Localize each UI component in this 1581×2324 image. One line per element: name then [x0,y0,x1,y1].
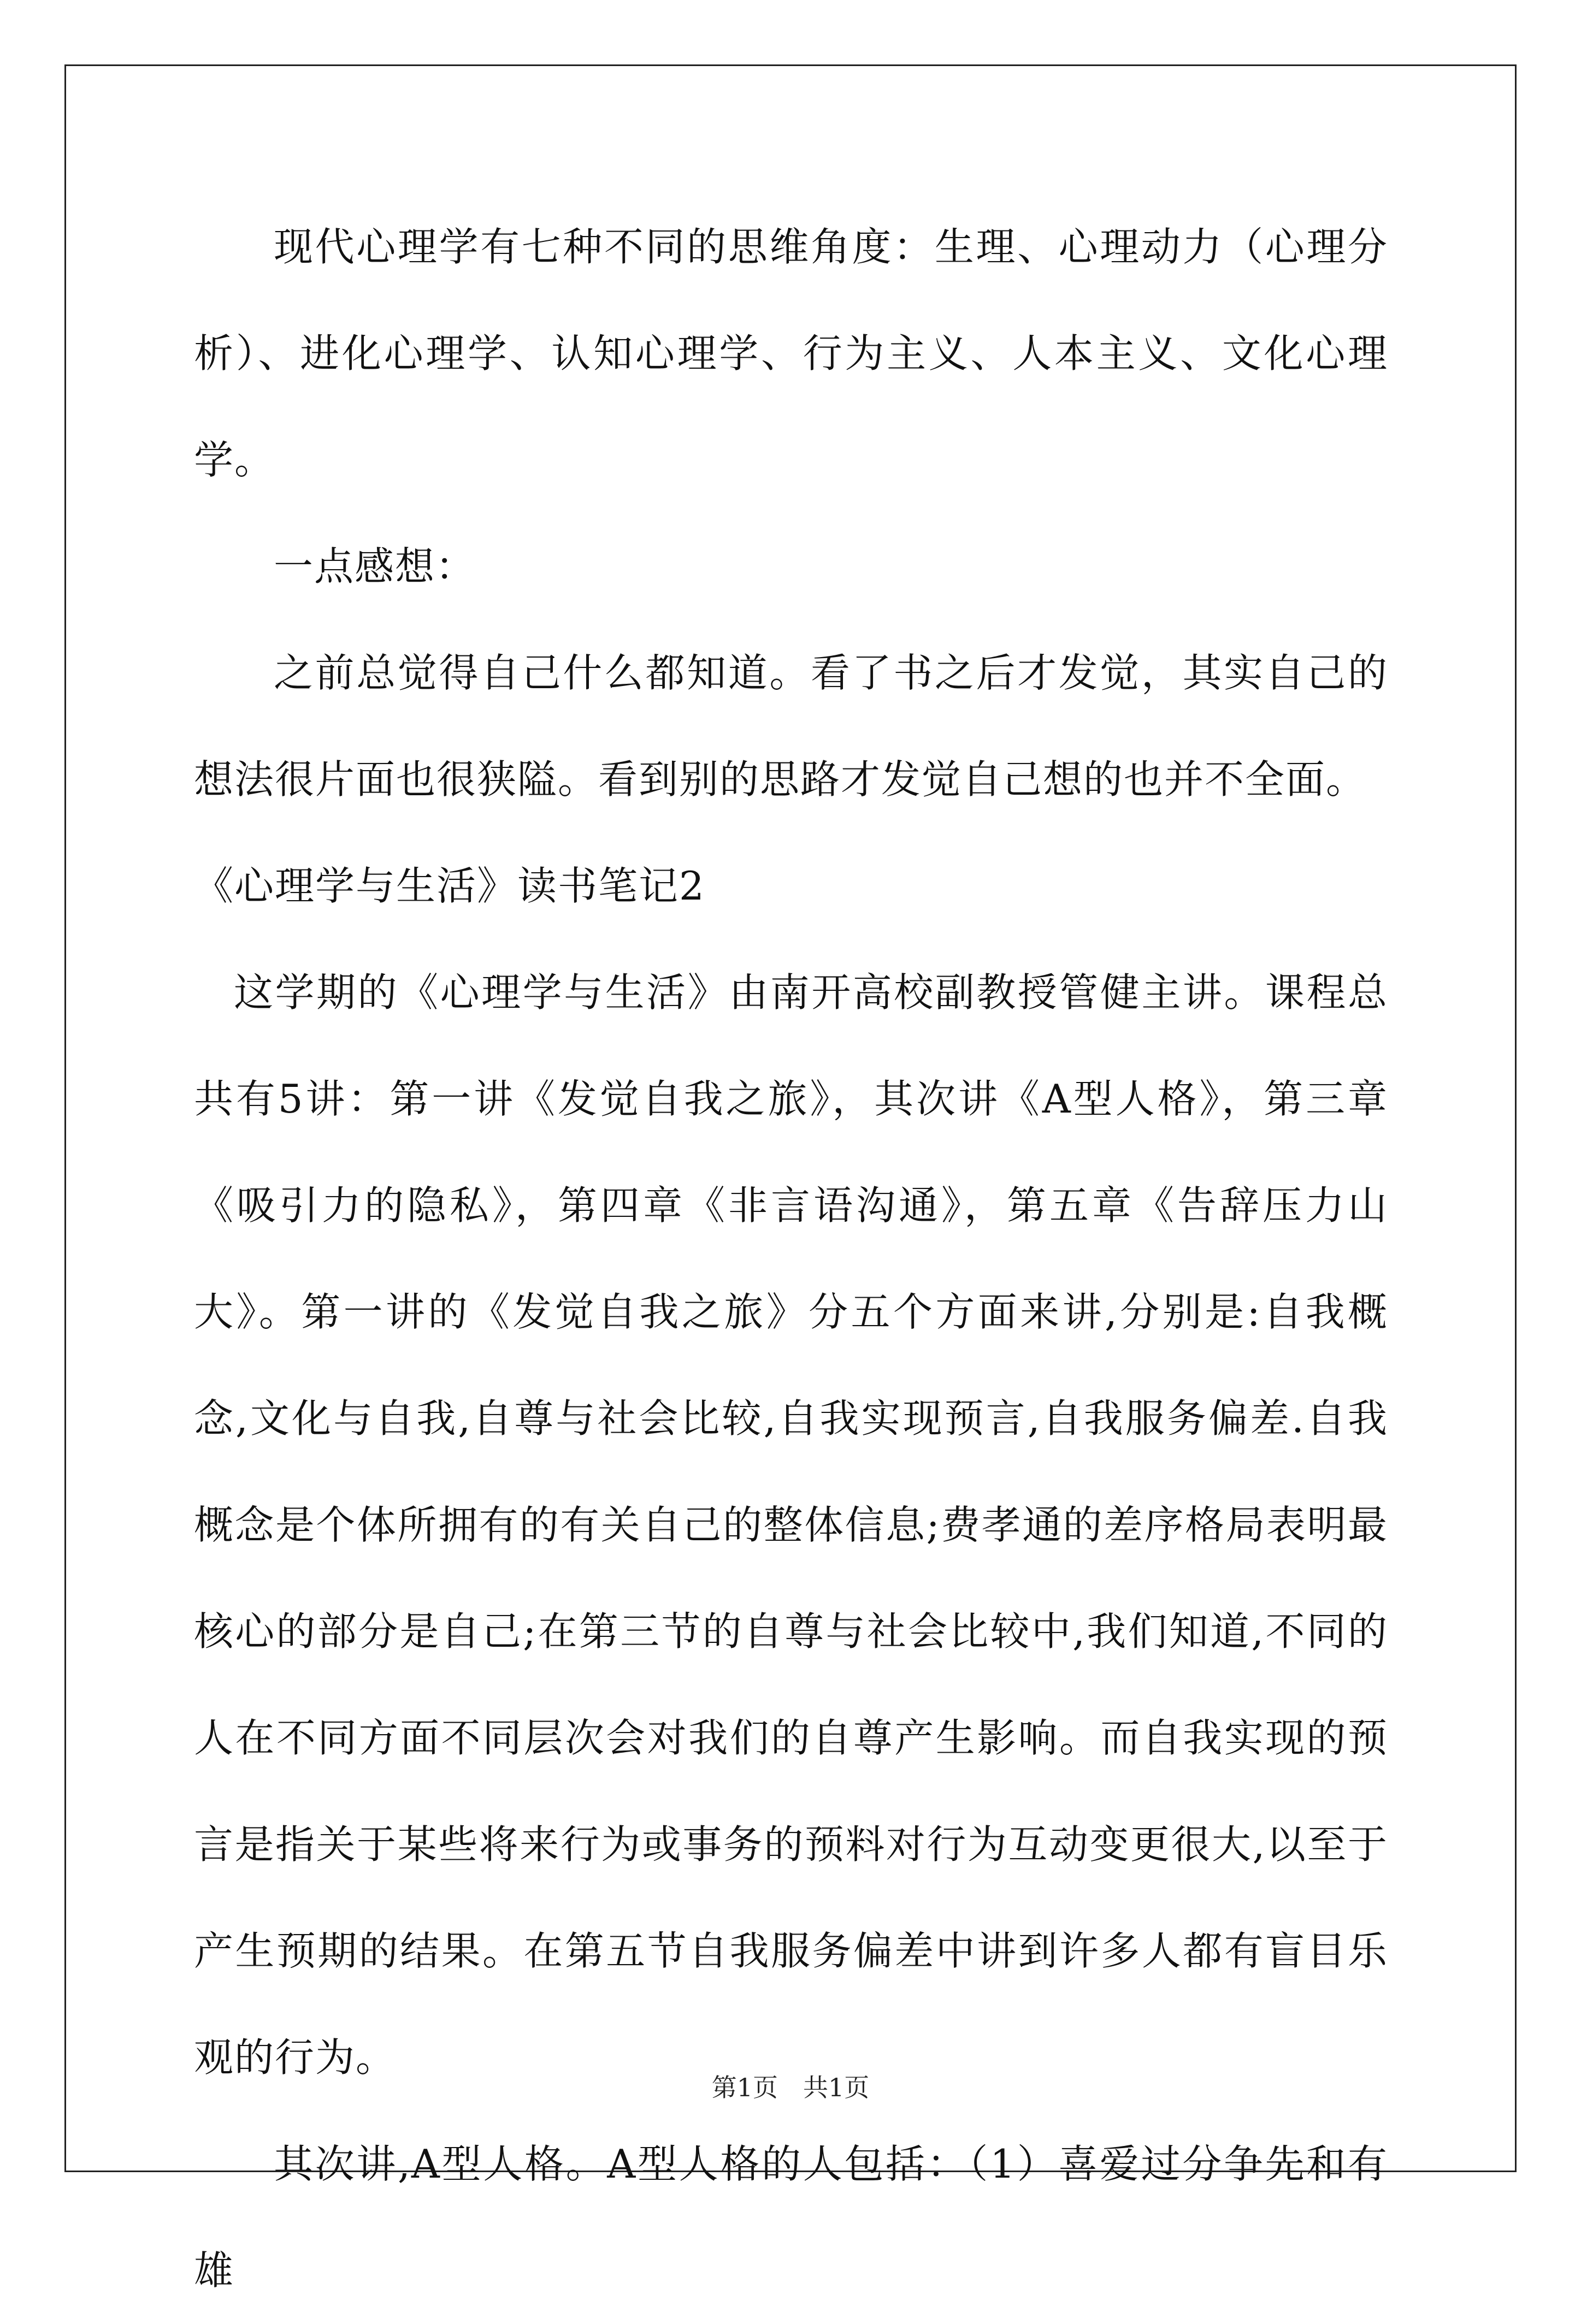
document-body [194,194,1388,2324]
paragraph-reflection-heading: 一点感想： [274,543,476,589]
paragraph-course-overview: 这学期的《心理学与生活》由南开高校副教授管健主讲。课程总共有5讲：第一讲《发觉自我之旅》，其次讲《A型人格》，第三章《吸引力的隐私》，第四章《非言语沟通》，第五章《告辞压力山大》。第一讲的《发觉自我之旅》分五个方面来讲,分别是:自我概念,文化与自我,自尊与社会比较,自我实现预言,自我服务偏差.自我概念是个体所拥有的有关自己的整体信息;费孝通的差序格局表明最核心的部分是自己;在第三节的自尊与社会比较中,我们知道,不同的人在不同方面不同层次会对我们的自尊产生影响。而自我实现的预言是指关于某些将来行为或事务的预料对行为互动变更很大,以至于产生预期的结果。在第五节自我服务偏差中讲到许多人都有盲目乐观的行为。 [194,969,1388,2080]
paragraph-reflection: 之前总觉得自己什么都知道。看了书之后才发觉，其实自己的想法很片面也很狭隘。看到别的思路才发觉自己想的也并不全面。 [194,650,1388,802]
page-footer: 第1页 共1页 [711,2073,870,2102]
section-title: 《心理学与生活》读书笔记2 [194,863,705,909]
paragraph-thinking-perspectives: 现代心理学有七种不同的思维角度：生理、心理动力（心理分析）、进化心理学、认知心理学、行为主义、人本主义、文化心理学。 [194,224,1388,483]
paragraph-type-a-personality: 其次讲,A型人格。A型人格的人包括：（1）喜爱过分争先和有雄 [194,2141,1388,2293]
